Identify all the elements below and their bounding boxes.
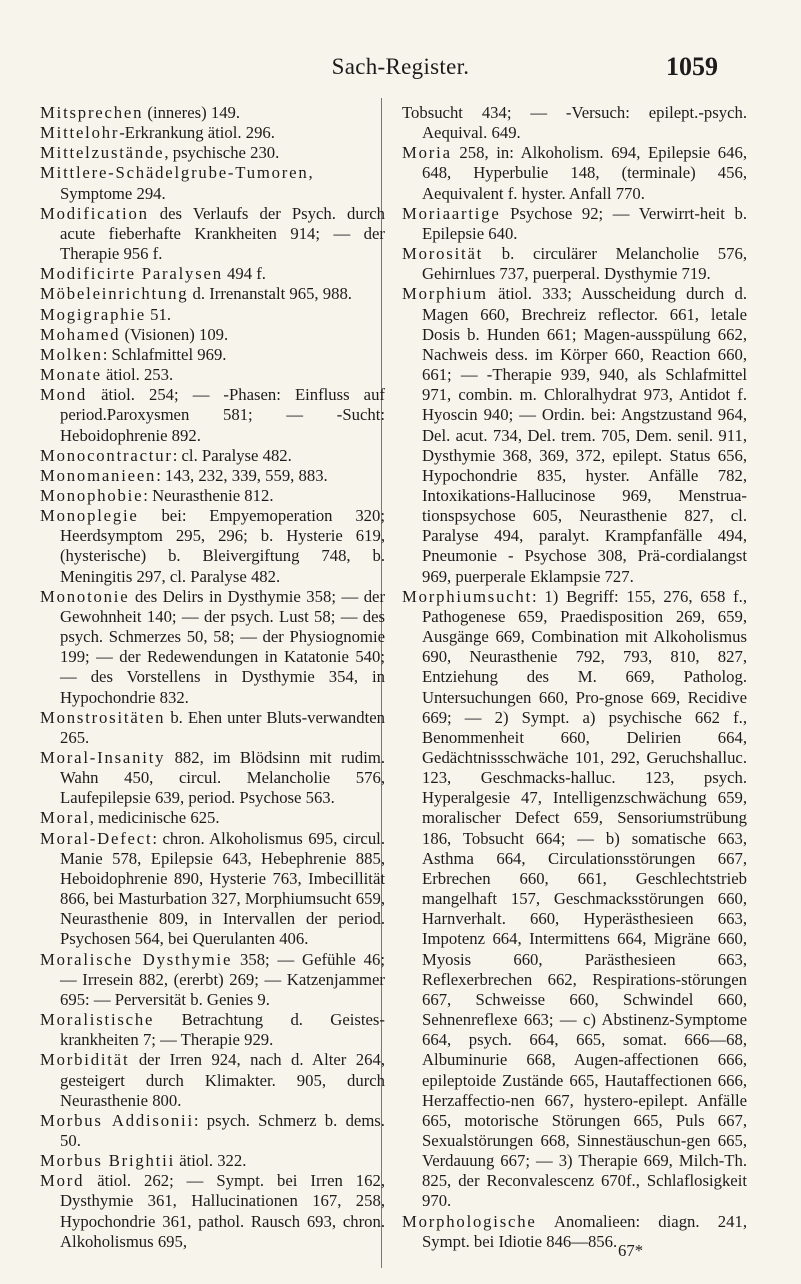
index-entry [402, 244, 747, 284]
entry-text: bei: Empyemoperation 320; Heerdsymptom 295, 296; b. Hysterie 619, (hysterische) b. Bleivergiftung 748, b. Meningitis 297, cl. Paralyse 482. [60, 506, 385, 586]
entry-text: : cl. Paralyse 482. [172, 445, 292, 465]
entry-text: : 143, 232, 339, 559, 883. [156, 465, 328, 485]
entry-term: Morphiumsucht [402, 586, 533, 606]
page-header [0, 52, 801, 86]
entry-text: : psych. Schmerz b. dems. 50. [60, 1110, 385, 1150]
entry-text: 258, in: Alkoholism. 694, Epilepsie 646, 648, Hyperbulie 148, (terminale) 456, Aequivalent f. hyster. Anfall 770. [422, 143, 747, 203]
entry-term: Morbus Brightii [40, 1151, 176, 1171]
entry-text: d. Irrenanstalt 965, 988. [188, 284, 352, 304]
entry-text: Psychose 92; — Verwirrt-heit b. Epilepsie 640. [422, 203, 747, 243]
index-entry [40, 950, 385, 1010]
index-entry [40, 123, 385, 143]
entry-term: Monotonie [40, 586, 130, 606]
entry-term: Moria [402, 143, 452, 163]
entry-text: , psychische 230. [164, 143, 280, 163]
entry-text: ätiol. 254; — -Phasen: Einfluss auf period.Paroxysmen 581; — -Sucht: Heboidophrenie 892. [60, 385, 385, 445]
signature-mark: 67* [618, 1241, 644, 1260]
index-entry [40, 284, 385, 304]
index-entry [40, 829, 385, 950]
entry-term: Modification [40, 203, 149, 223]
entry-text: (Visionen) 109. [120, 324, 229, 344]
entry-term: Mittelohr [40, 123, 120, 143]
entry-text: des Verlaufs der Psych. durch acute fieberhafte Krankheiten 914; — der Therapie 956 f. [60, 203, 385, 264]
right-column [402, 103, 747, 1252]
entry-text: : Schlafmittel 969. [102, 344, 227, 364]
entry-text: der Irren 924, nach d. Alter 264, gesteigert durch Klimakter. 905, durch Neurasthenie 800. [60, 1050, 385, 1110]
index-entry [402, 204, 747, 244]
entry-text: -Erkrankung ätiol. 296. [119, 123, 275, 143]
entry-term: Monophobie [40, 485, 144, 505]
entry-term: Moral [40, 808, 90, 828]
index-entry [402, 103, 747, 143]
entry-term: Morphium [402, 284, 488, 304]
entry-text: des Delirs in Dysthymie 358; — der Gewohnheit 140; — der psych. Lust 58; — des psych. Schmerzes 50, 58; — der Physiognomie 199; — der Redewendungen in Katatonie 540; — des Vorstellens in Dysthymie 354, in Hypochondrie 832. [60, 586, 385, 707]
entry-term: Monoplegie [40, 506, 139, 526]
index-entry [40, 708, 385, 748]
entry-term: Mond [40, 385, 88, 405]
entry-term: Mohamed [40, 324, 121, 344]
entry-term: Moral-Insanity [40, 748, 166, 767]
entry-term: Mogigraphie [40, 304, 146, 324]
index-entry [40, 264, 385, 284]
entry-text: 882, im Blödsinn mit rudim. Wahn 450, circul. Melancholie 576, Laufepilepsie 639, period. Psychose 563. [60, 748, 385, 808]
index-entry [40, 1010, 385, 1050]
entry-term: Molken [40, 344, 103, 364]
entry-text: Anomalieen: diagn. 241, Sympt. bei Idiotie 846—856. [422, 1211, 747, 1251]
entry-term: Mittelzustände [40, 143, 165, 163]
index-entry [40, 103, 385, 123]
entry-term: Morbus Addisonii [40, 1110, 194, 1130]
left-column [40, 103, 385, 1252]
index-entry [40, 446, 385, 466]
entry-term: Modificirte Paralysen [40, 264, 223, 284]
entry-text: Betrachtung d. Geistes-krankheiten 7; — Therapie 929. [60, 1010, 385, 1050]
entry-term: Morphologische [402, 1211, 537, 1231]
index-entry [40, 466, 385, 486]
index-entry [40, 325, 385, 345]
entry-text: b. Ehen unter Bluts-verwandten 265. [60, 707, 385, 747]
entry-term: Monate [40, 365, 102, 385]
index-entry [40, 506, 385, 587]
entry-text: ätiol. 253. [101, 365, 174, 385]
entry-text: 51. [146, 304, 172, 324]
entry-term: Monomanieen [40, 465, 157, 485]
index-entry [40, 345, 385, 365]
entry-text: ätiol. 262; — Sympt. bei Irren 162, Dysthymie 361, Hallucinationen 167, 258, Hypochondrie 361, pathol. Rausch 693, chron. Alkoholismus 695, [60, 1171, 385, 1251]
entry-text: ätiol. 333; Ausscheidung durch d. Magen 660, Brechreiz reflector. 661, letale Dosis b. Hunden 661; Magen-ausspülung 662, Nachweis dess. im Körper 660, Reaction 660, 661; — -Therapie 939, 940, als Schlafmittel 971, combin. m. Chloralhydrat 973, Antidot f. Hyoscin 940; — Ordin. bei: Angstzustand 964, Del. acut. 734, Del. trem. 705, Dem. senil. 911, Dysthymie 368, 369, 372, epilept. Status 656, Hypochondrie 835, hyster. Anfälle 782, Intoxikations-Hallucinose 969, Menstrua-tionspsychose 605, Neurasthenie 827, cl. Paralyse 494, paralyt. Krampfanfälle 494, Pneumonie - Psychose 308, Prä-cordialangst 969, puerperale Eklampsie 727. [422, 284, 747, 586]
entry-term: Moriaartige [402, 203, 501, 223]
index-entry [40, 365, 385, 385]
index-entry [402, 1212, 747, 1252]
entry-term: Moralistische [40, 1010, 155, 1030]
entry-text: 358; — Gefühle 46; — Irresein 882, (ererbt) 269; — Katzenjammer 695: — Perversität b. Genies 9. [60, 949, 385, 1009]
entry-term: Monstrositäten [40, 707, 166, 727]
index-entry [40, 143, 385, 163]
entry-term: Mittlere-Schädelgrube-Tumoren [40, 163, 309, 183]
entry-text: Tobsucht 434; — -Versuch: epilept.-psych. Aequival. 649. [402, 103, 747, 143]
entry-text: : chron. Alkoholismus 695, circul. Manie 578, Epilepsie 643, Hebephrenie 885, Heboidophrenie 890, Hysterie 763, Imbecillität 866, bei Masturbation 327, Morphiumsucht 659, Neurasthenie 809, in Intervallen der period. Psychosen 564, bei Querulanten 406. [60, 828, 385, 949]
entry-text: b. circulärer Melancholie 576, Gehirnlues 737, puerperal. Dysthymie 719. [422, 244, 747, 284]
index-entry [40, 1171, 385, 1252]
index-entry [40, 808, 385, 828]
entry-term: Moral-Defect [40, 828, 153, 848]
entry-term: Morbidität [40, 1050, 130, 1070]
page-number: 1059 [666, 52, 718, 81]
index-entry [40, 1111, 385, 1151]
entry-term: Mord [40, 1171, 85, 1191]
running-title: Sach-Register. [331, 54, 470, 79]
index-entry [40, 385, 385, 445]
index-entry [40, 1050, 385, 1110]
entry-term: Mitsprechen [40, 103, 144, 122]
index-entry [40, 587, 385, 708]
entry-text: (inneres) 149. [143, 103, 241, 122]
index-entry [40, 163, 385, 203]
index-entry [402, 587, 747, 1212]
index-entry [40, 305, 385, 325]
entry-text: 494 f. [222, 264, 266, 284]
entry-text: : Neurasthenie 812. [143, 485, 274, 505]
index-entry [40, 748, 385, 808]
entry-term: Möbeleinrichtung [40, 284, 189, 304]
entry-text: : 1) Begriff: 155, 276, 658 f., Pathogenese 659, Praedisposition 269, 659, Ausgänge 669, Combination mit Alkoholismus 690, Neurasthenie 792, 793, 810, 827, Entziehung des M. 669, Patholog. Untersuchungen 660, Pro-gnose 669, Recidive 669; — 2) Sympt. a) psychische 662 f., Benommenheit 660, Delirien 664, Gedächtnissschwäche 101, 292, Geruchshalluc. 123, Geschmacks-halluc. 123, psych. Hyperalgesie 47, Intelligenzschwächung 659, moralischer Defect 659, Sensoriumstrübung 186, Tobsucht 664; — b) somatische 663, Asthma 664, Circulationsstörungen 667, Erbrechen 660, 661, Geschlechtstrieb mangelhaft 157, Geschmacksstörungen 660, Harnverhalt. 660, Hyperästhesieen 663, Impotenz 664, Intermittens 664, Migräne 660, Myosis 660, Parästhesieen 663, Reflexerbrechen 662, Respirations-störungen 667, Schweisse 660, Schwindel 660, Sehnenreflexe 663; — c) Abstinenz-Symptome 664, psych. 664, 665, somat. 666—68, Albuminurie 668, Augen-affectionen 666, epileptoide Zustände 665, Hautaffectionen 666, Herzaffectio-nen 667, hystero-epilept. Anfälle 665, motorische Störungen 665, Puls 667, Sexualstörungen 668, Sinnestäuschun-gen 665, Verdauung 667; — 3) Therapie 669, Milch-Th. 825, der Reconvalescenz 670f., Schlaflosigkeit 970. [422, 586, 747, 1211]
entry-term: Morosität [402, 244, 484, 264]
index-entry [402, 143, 747, 203]
entry-term: Monocontractur [40, 445, 173, 465]
index-entry [40, 486, 385, 506]
index-entry [402, 284, 747, 586]
entry-text: , Symptome 294. [60, 163, 313, 203]
index-entry [40, 204, 385, 264]
index-entry [40, 1151, 385, 1171]
entry-term: Moralische Dysthymie [40, 949, 233, 969]
entry-text: ätiol. 322. [175, 1151, 247, 1171]
entry-text: , medicinische 625. [89, 808, 220, 828]
